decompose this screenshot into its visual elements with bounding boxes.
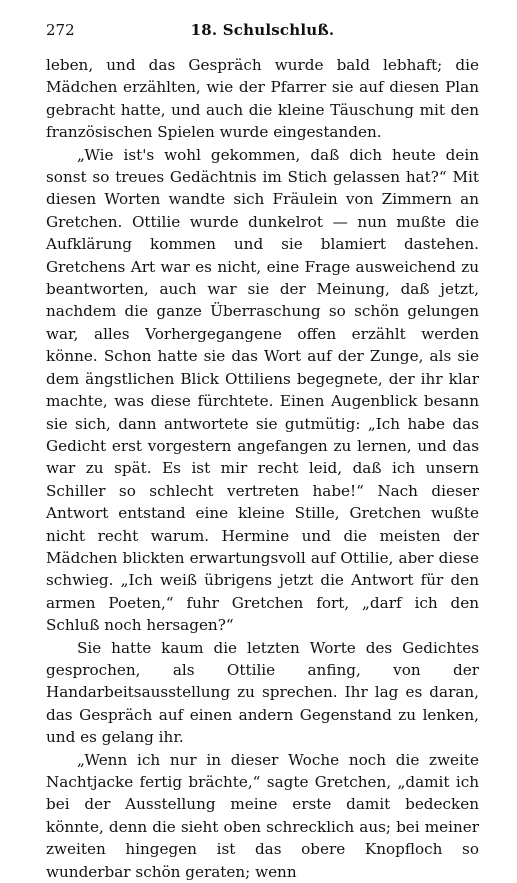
paragraph-continuation: leben, und das Gespräch wurde bald lebhaft; die Mädchen erzählten, wie der Pfarrer sie auf diesen Plan gebracht hatte, und auch die kleine Täuschung mit den französischen Spielen wurde eingestanden. bbox=[46, 56, 479, 142]
running-head bbox=[46, 18, 479, 42]
chapter-title: 18. Schulschluß. bbox=[190, 21, 335, 39]
paragraph: „Wenn ich nur in dieser Woche noch die zweite Nachtjacke fertig brächte,“ sagte Gretchen, „damit ich bei der Ausstellung meine erste damit bedecken könnte, denn die sieht oben schrecklich aus; bei meiner zweiten hingegen ist das obere Knopfloch so wunderbar schön geraten; wenn bbox=[46, 750, 479, 881]
paragraph: Sie hatte kaum die letzten Worte des Gedichtes gesprochen, als Ottilie anfing, von der Handarbeitsausstellung zu sprechen. Ihr lag es daran, das Gespräch auf einen andern Gegenstand zu lenken, und es gelang ihr. bbox=[46, 638, 479, 747]
paragraph: „Wie ist's wohl gekommen, daß dich heute dein sonst so treues Gedächtnis im Stich gelassen hat?“ Mit diesen Worten wandte sich Fräulein von Zimmern an Gretchen. Ottilie wurde dunkelrot — nun mußte die Aufklärung kommen und sie blamiert dastehen. Gretchens Art war es nicht, eine Frage ausweichend zu beantworten, auch war sie der Meinung, daß jetzt, nachdem die ganze Überraschung so schön gelungen war, alles Vorhergegangene offen erzählt werden könne. Schon hatte sie das Wort auf der Zunge, als sie dem ängstlichen Blick Ottiliens begegnete, der ihr klar machte, was diese fürchtete. Einen Augenblick besann sie sich, dann antwortete sie gutmütig: „Ich habe das Gedicht erst vorgestern angefangen zu lernen, und das war zu spät. Es ist mir recht leid, daß ich unsern Schiller so schlecht vertreten habe!“ Nach dieser Antwort entstand eine kleine Stille, Gretchen wußte nicht recht warum. Hermine und die meisten der Mädchen blickten erwartungsvoll auf Ottilie, aber diese schwieg. „Ich weiß übrigens jetzt die Antwort für den armen Poeten,“ fuhr Gretchen fort, „darf ich den Schluß noch hersagen?“ bbox=[46, 145, 479, 635]
page-number: 272 bbox=[46, 21, 75, 39]
body-text bbox=[46, 54, 479, 883]
